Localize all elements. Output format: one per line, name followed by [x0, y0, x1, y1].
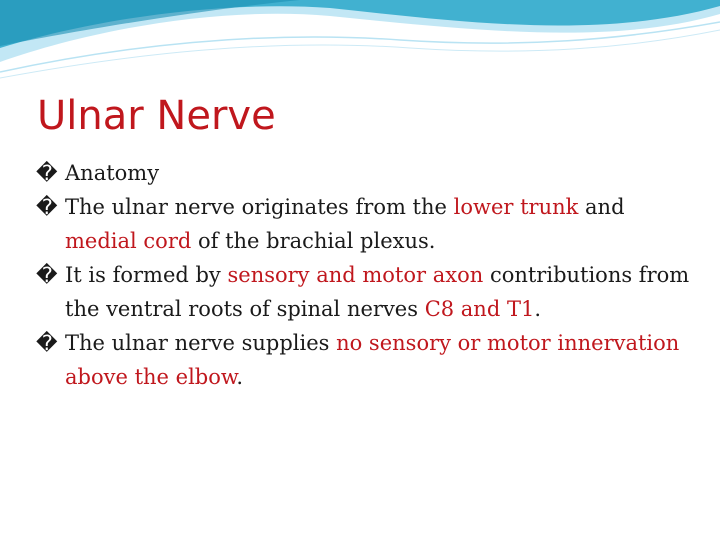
- bullet-text: It is formed by: [65, 263, 228, 287]
- bullet-glyph-icon: �: [36, 161, 58, 185]
- bullet-glyph-icon: �: [36, 263, 58, 287]
- bullet-glyph-icon: �: [36, 195, 58, 219]
- bullet-text: Anatomy: [65, 161, 160, 185]
- bullet-item-origin: [36, 190, 696, 258]
- bullet-list: [36, 156, 696, 394]
- bullet-item-supply: [36, 326, 696, 394]
- bullet-text: contributions from the ventral roots of spinal nerves: [65, 263, 690, 321]
- slide-title: Ulnar Nerve: [37, 93, 276, 139]
- bullet-text: of the brachial plexus.: [191, 229, 436, 253]
- highlight-no-innervation: no sensory or motor innervation above the elbow: [65, 331, 680, 389]
- bullet-text: .: [534, 297, 542, 321]
- bullet-text: .: [236, 365, 244, 389]
- bullet-text: and: [578, 195, 625, 219]
- bullet-item-anatomy: [36, 156, 696, 190]
- bullet-text: The ulnar nerve supplies: [65, 331, 337, 355]
- highlight-sensory-motor-axon: sensory and motor axon: [227, 263, 484, 287]
- bullet-text: The ulnar nerve originates from the: [65, 195, 454, 219]
- bullet-item-formation: [36, 258, 696, 326]
- highlight-lower-trunk: lower trunk: [453, 195, 579, 219]
- header-wave-decoration: [0, 0, 720, 90]
- highlight-c8-t1: C8 and T1: [424, 297, 535, 321]
- highlight-medial-cord: medial cord: [65, 229, 192, 253]
- bullet-glyph-icon: �: [36, 331, 58, 355]
